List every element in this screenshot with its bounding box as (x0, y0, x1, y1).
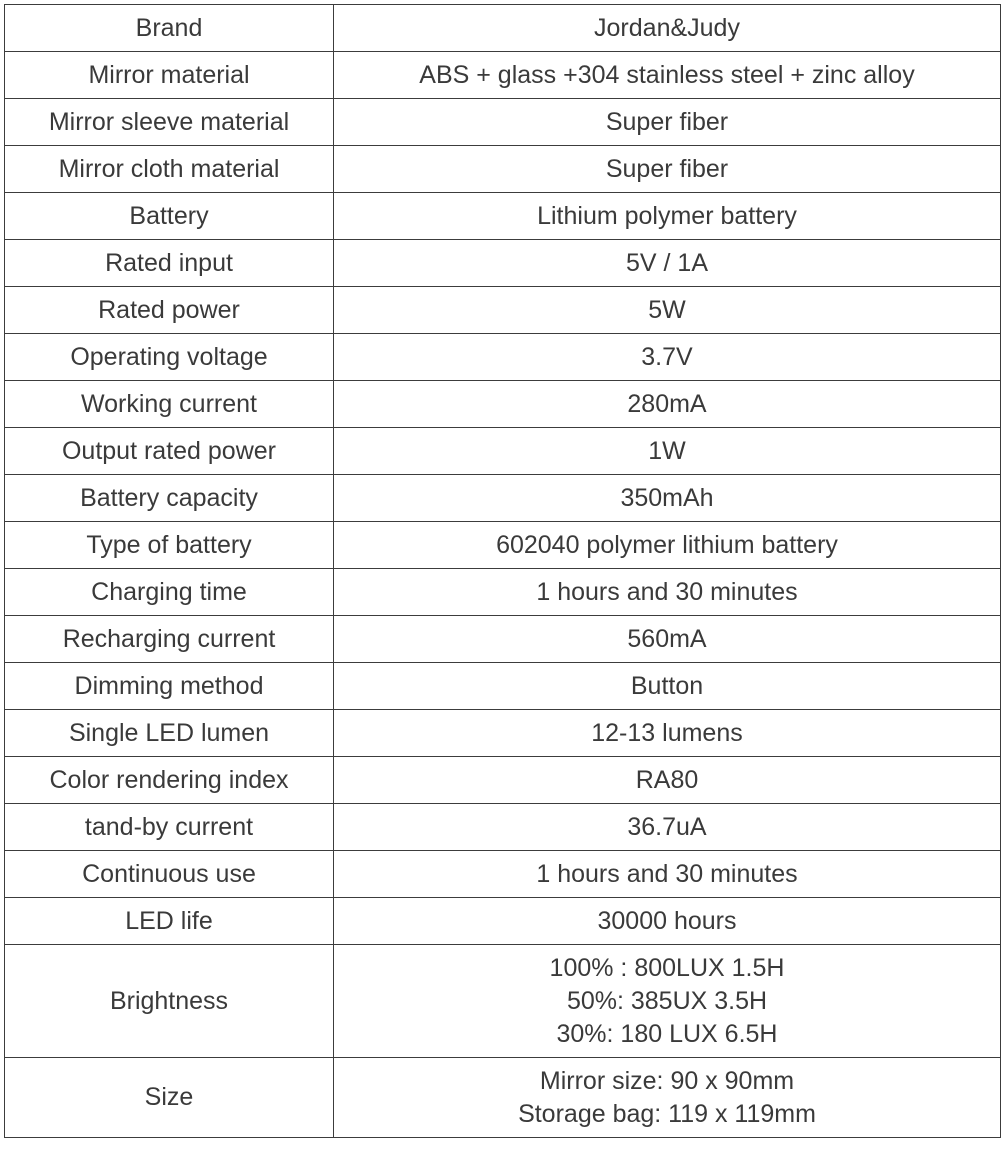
table-row (5, 240, 1001, 287)
row-value: 280mA (334, 381, 1001, 428)
row-label: Mirror material (5, 52, 334, 99)
row-label: Battery (5, 193, 334, 240)
row-label: Output rated power (5, 428, 334, 475)
row-value: 1W (334, 428, 1001, 475)
row-label: Dimming method (5, 663, 334, 710)
row-label: Brightness (5, 945, 334, 1058)
table-row (5, 804, 1001, 851)
row-value (334, 1058, 1001, 1138)
row-value: Super fiber (334, 99, 1001, 146)
table-row (5, 334, 1001, 381)
row-label: Recharging current (5, 616, 334, 663)
table-row (5, 52, 1001, 99)
row-label: Charging time (5, 569, 334, 616)
table-row (5, 757, 1001, 804)
row-value: 5V / 1A (334, 240, 1001, 287)
table-row (5, 616, 1001, 663)
table-row (5, 663, 1001, 710)
row-label: Mirror cloth material (5, 146, 334, 193)
table-row (5, 428, 1001, 475)
table-row (5, 569, 1001, 616)
row-label: tand-by current (5, 804, 334, 851)
row-label: Rated power (5, 287, 334, 334)
row-value: 12-13 lumens (334, 710, 1001, 757)
row-value: Lithium polymer battery (334, 193, 1001, 240)
row-value: Super fiber (334, 146, 1001, 193)
row-value: 30000 hours (334, 898, 1001, 945)
size-line: Storage bag: 119 x 119mm (518, 1099, 816, 1128)
row-value: 560mA (334, 616, 1001, 663)
row-label: Rated input (5, 240, 334, 287)
row-value: 350mAh (334, 475, 1001, 522)
table-row (5, 146, 1001, 193)
size-row (5, 1058, 1001, 1138)
row-value: ABS + glass +304 stainless steel + zinc alloy (334, 52, 1001, 99)
row-value: RA80 (334, 757, 1001, 804)
row-value (334, 945, 1001, 1058)
table-row (5, 381, 1001, 428)
row-value: Button (334, 663, 1001, 710)
spec-table-body (5, 5, 1001, 1138)
row-value: 1 hours and 30 minutes (334, 851, 1001, 898)
brightness-line: 30%: 180 LUX 6.5H (556, 1019, 778, 1048)
row-label: Mirror sleeve material (5, 99, 334, 146)
table-row (5, 5, 1001, 52)
brightness-row (5, 945, 1001, 1058)
row-value: 36.7uA (334, 804, 1001, 851)
row-value: 602040 polymer lithium battery (334, 522, 1001, 569)
table-row (5, 99, 1001, 146)
row-label: Working current (5, 381, 334, 428)
row-value: 1 hours and 30 minutes (334, 569, 1001, 616)
row-label: Single LED lumen (5, 710, 334, 757)
row-label: Color rendering index (5, 757, 334, 804)
spec-table (4, 4, 1001, 1138)
brightness-line: 100% : 800LUX 1.5H (549, 953, 785, 982)
row-label: Type of battery (5, 522, 334, 569)
table-row (5, 710, 1001, 757)
table-row (5, 193, 1001, 240)
table-row (5, 287, 1001, 334)
table-row (5, 851, 1001, 898)
table-row (5, 898, 1001, 945)
row-label: Size (5, 1058, 334, 1138)
row-value: 3.7V (334, 334, 1001, 381)
table-row (5, 475, 1001, 522)
brightness-line: 50%: 385UX 3.5H (566, 986, 768, 1015)
row-value: 5W (334, 287, 1001, 334)
size-line: Mirror size: 90 x 90mm (539, 1066, 795, 1095)
row-label: Continuous use (5, 851, 334, 898)
row-label: Brand (5, 5, 334, 52)
row-label: LED life (5, 898, 334, 945)
row-label: Battery capacity (5, 475, 334, 522)
row-label: Operating voltage (5, 334, 334, 381)
table-row (5, 522, 1001, 569)
row-value: Jordan&Judy (334, 5, 1001, 52)
